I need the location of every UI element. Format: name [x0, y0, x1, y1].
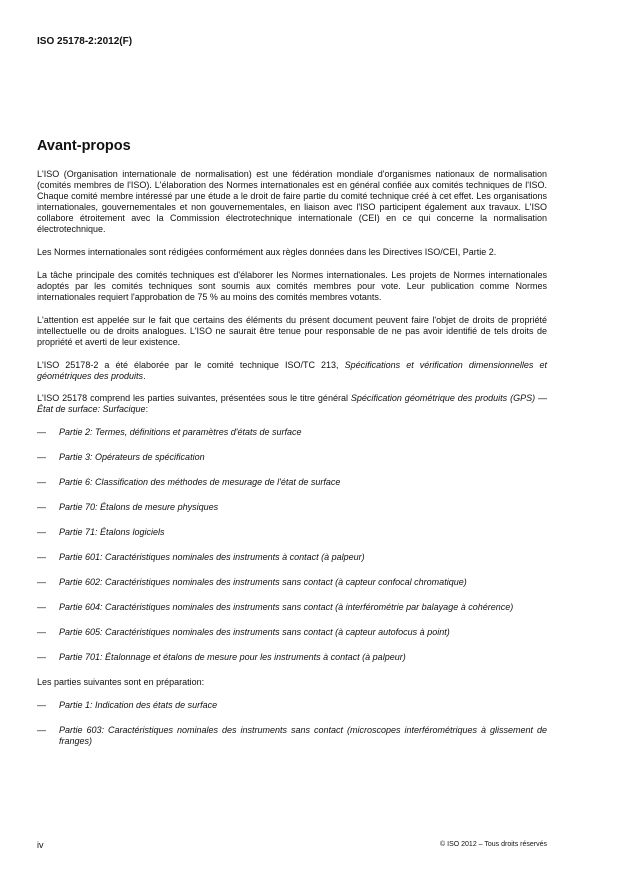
paragraph-committee: L'ISO 25178-2 a été élaborée par le comité technique ISO/TC 213, Spécifications et vérification dimensionnelles et géométriques des produits. — [37, 360, 547, 381]
list-item — [37, 527, 547, 538]
paragraph-in-preparation: Les parties suivantes sont en préparation: — [37, 677, 205, 687]
list-item-text: Partie 604: Caractéristiques nominales des instruments sans contact (à interférométrie par balayage à cohérence) — [59, 602, 514, 612]
list-item — [37, 502, 547, 513]
list-dash: — — [37, 552, 46, 562]
list-item-text: Partie 605: Caractéristiques nominales des instruments sans contact (à capteur autofocus à point) — [59, 627, 450, 637]
list-item — [37, 577, 547, 588]
list-item-text: Partie 602: Caractéristiques nominales des instruments sans contact (à capteur confocal chromatique) — [59, 577, 467, 587]
paragraph-intro: L'ISO (Organisation internationale de normalisation) est une fédération mondiale d'organismes nationaux de normalisation (comités membres de l'ISO). L'élaboration des Normes internationales est en général confiée aux comités techniques de l'ISO. Chaque comité membre intéressé par une étude a le droit de faire partie du comité technique créé à cet effet. Les organisations internationales, gouvernementales et non gouvernementales, en liaison avec l'ISO participent également aux travaux. L'ISO collabore étroitement avec la Commission électrotechnique internationale (CEI) en ce qui concerne la normalisation électrotechnique. — [37, 169, 547, 234]
list-dash: — — [37, 602, 46, 612]
parts-in-preparation-list — [37, 700, 547, 747]
list-item-text: Partie 3: Opérateurs de spécification — [59, 452, 205, 462]
list-dash: — — [37, 725, 46, 735]
list-item — [37, 652, 547, 663]
page-number: iv — [37, 840, 44, 850]
section-title: Avant-propos — [37, 138, 131, 154]
list-item-text: Partie 603: Caractéristiques nominales des instruments sans contact (microscopes interférométriques à glissement de franges) — [59, 725, 547, 746]
list-item — [37, 700, 547, 711]
list-dash: — — [37, 527, 46, 537]
paragraph-tasks: La tâche principale des comités techniques est d'élaborer les Normes internationales. Les projets de Normes internationales adoptés par les comités techniques sont soumis aux comités membres pour vote. Leur publication comme Normes internationales requiert l'approbation de 75 % au moins des comités membres votants. — [37, 270, 547, 302]
list-item — [37, 552, 547, 563]
list-dash: — — [37, 577, 46, 587]
list-item — [37, 627, 547, 638]
list-dash: — — [37, 700, 46, 710]
paragraph-parts-intro: L'ISO 25178 comprend les parties suivantes, présentées sous le titre général Spécification géométrique des produits (GPS) — État de surface: Surfacique: — [37, 393, 547, 414]
parts-list — [37, 427, 547, 663]
list-item-text: Partie 2: Termes, définitions et paramètres d'états de surface — [59, 427, 302, 437]
list-dash: — — [37, 627, 46, 637]
list-dash: — — [37, 427, 46, 437]
list-dash: — — [37, 652, 46, 662]
document-id: ISO 25178-2:2012(F) — [37, 36, 133, 47]
list-dash: — — [37, 477, 46, 487]
list-item-text: Partie 701: Étalonnage et étalons de mesure pour les instruments à contact (à palpeur) — [59, 652, 406, 662]
list-item-text: Partie 6: Classification des méthodes de mesurage de l'état de surface — [59, 477, 341, 487]
list-item — [37, 725, 547, 747]
copyright-notice: © ISO 2012 – Tous droits réservés — [440, 841, 547, 848]
list-item — [37, 477, 547, 488]
list-dash: — — [37, 452, 46, 462]
list-dash: — — [37, 502, 46, 512]
paragraph-directives: Les Normes internationales sont rédigées conformément aux règles données dans les Directives ISO/CEI, Partie 2. — [37, 247, 497, 257]
list-item — [37, 427, 547, 438]
document-body — [37, 169, 547, 761]
paragraph-patents: L'attention est appelée sur le fait que certains des éléments du présent document peuvent faire l'objet de droits de propriété intellectuelle ou de droits analogues. L'ISO ne saurait être tenue pour responsable de ne pas avoir identifié de tels droits de propriété et averti de leur existence. — [37, 315, 547, 347]
list-item-text: Partie 70: Étalons de mesure physiques — [59, 502, 219, 512]
list-item — [37, 452, 547, 463]
list-item-text: Partie 71: Étalons logiciels — [59, 527, 165, 537]
list-item-text: Partie 601: Caractéristiques nominales des instruments à contact (à palpeur) — [59, 552, 365, 562]
list-item — [37, 602, 547, 613]
list-item-text: Partie 1: Indication des états de surface — [59, 700, 218, 710]
